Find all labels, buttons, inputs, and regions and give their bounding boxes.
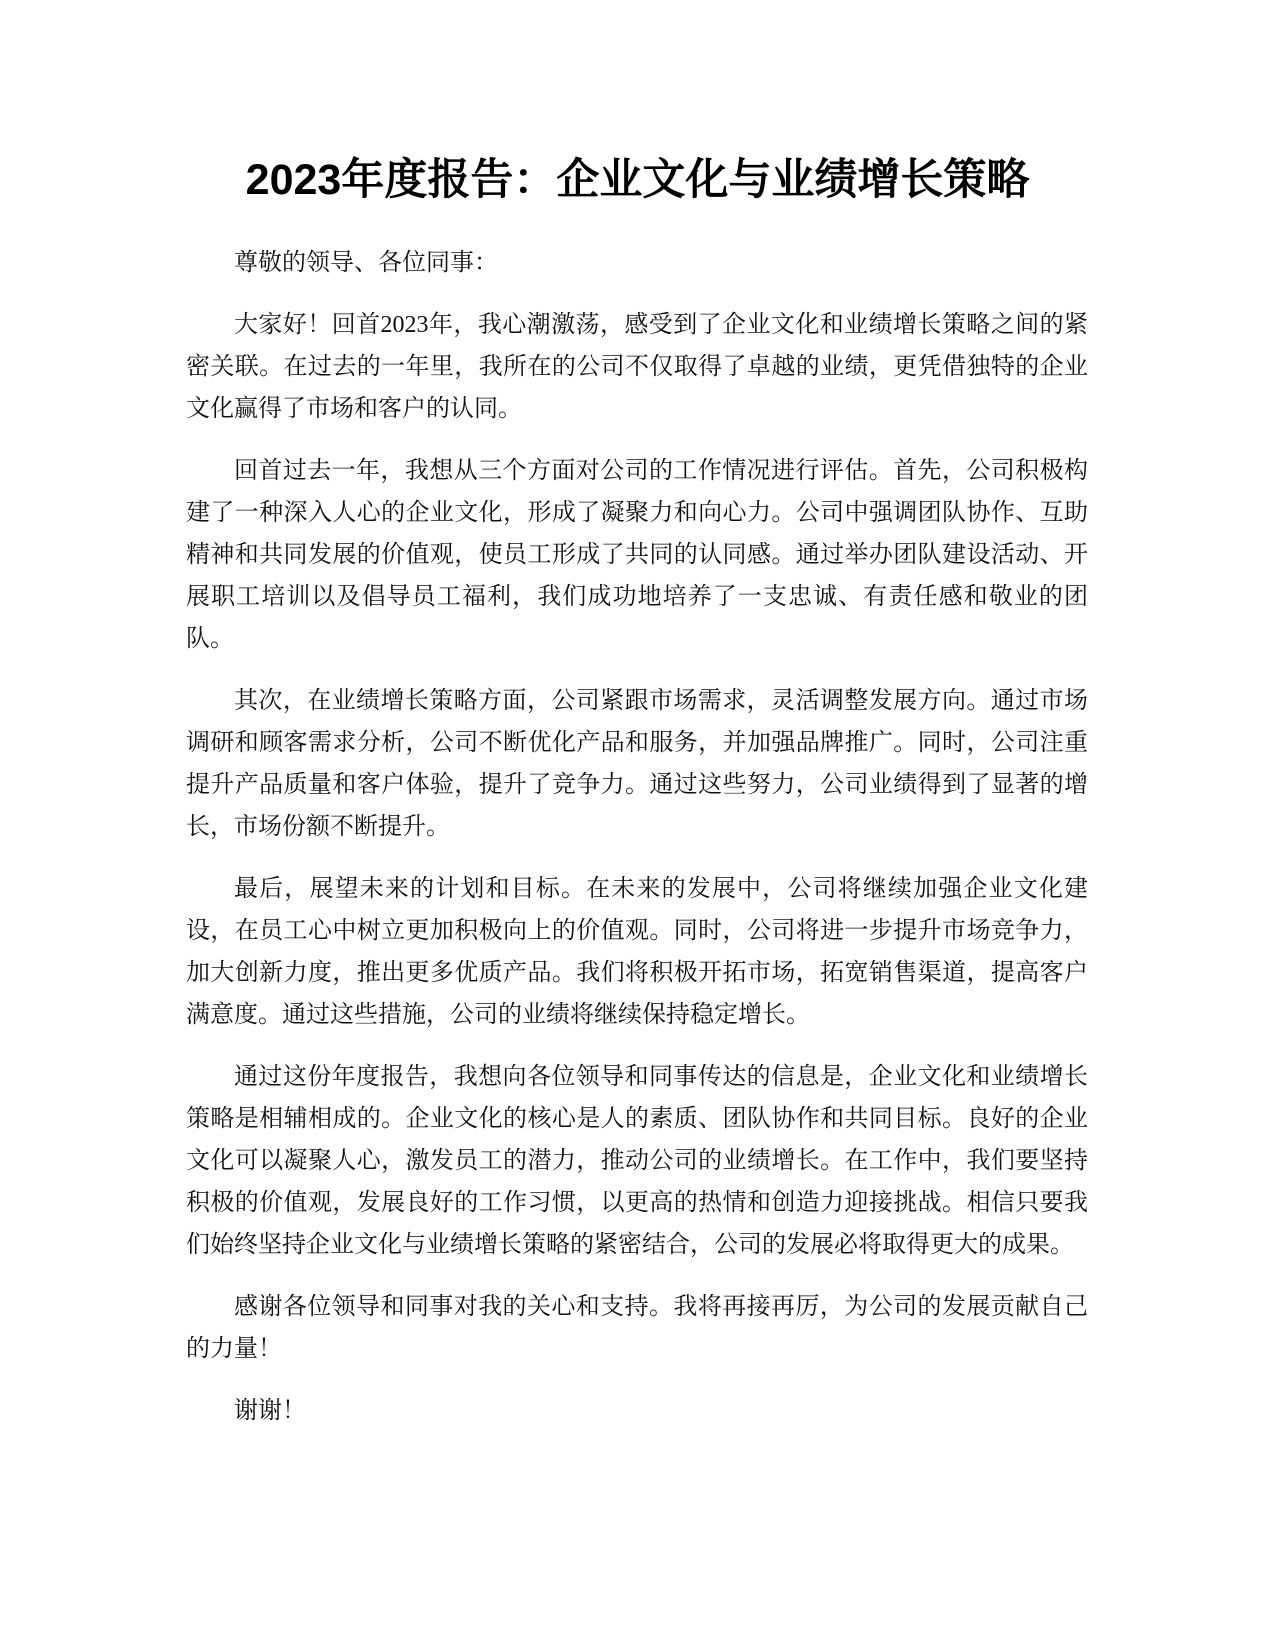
- paragraph-thanks: 感谢各位领导和同事对我的关心和支持。我将再接再厉，为公司的发展贡献自己的力量！: [186, 1294, 1088, 1362]
- salutation: 尊敬的领导、各位同事：: [234, 250, 498, 276]
- paragraph-growth-strategy: 其次，在业绩增长策略方面，公司紧跟市场需求，灵活调整发展方向。通过市场调研和顾客需求分析，公司不断优化产品和服务，并加强品牌推广。同时，公司注重提升产品质量和客户体验，提升了竞争力。通过这些努力，公司业绩得到了显著的增长，市场份额不断提升。: [186, 688, 1088, 840]
- paragraph-culture-review: 回首过去一年，我想从三个方面对公司的工作情况进行评估。首先，公司积极构建了一种深入人心的企业文化，形成了凝聚力和向心力。公司中强调团队协作、互助精神和共同发展的价值观，使员工形成了共同的认同感。通过举办团队建设活动、开展职工培训以及倡导员工福利，我们成功地培养了一支忠诚、有责任感和敬业的团队。: [186, 458, 1088, 652]
- document-title: 2023年度报告：企业文化与业绩增长策略: [245, 156, 1030, 204]
- document-body: [186, 242, 1088, 1452]
- paragraph-summary: 通过这份年度报告，我想向各位领导和同事传达的信息是，企业文化和业绩增长策略是相辅相成的。企业文化的核心是人的素质、团队协作和共同目标。良好的企业文化可以凝聚人心，激发员工的潜力，推动公司的业绩增长。在工作中，我们要坚持积极的价值观，发展良好的工作习惯，以更高的热情和创造力迎接挑战。相信只要我们始终坚持企业文化与业绩增长策略的紧密结合，公司的发展必将取得更大的成果。: [186, 1064, 1088, 1258]
- closing: 谢谢！: [234, 1398, 306, 1424]
- paragraph-future-plans: 最后，展望未来的计划和目标。在未来的发展中，公司将继续加强企业文化建设，在员工心中树立更加积极向上的价值观。同时，公司将进一步提升市场竞争力，加大创新力度，推出更多优质产品。我们将积极开拓市场，拓宽销售渠道，提高客户满意度。通过这些措施，公司的业绩将继续保持稳定增长。: [186, 876, 1088, 1028]
- paragraph-greeting: 大家好！回首2023年，我心潮激荡，感受到了企业文化和业绩增长策略之间的紧密关联。在过去的一年里，我所在的公司不仅取得了卓越的业绩，更凭借独特的企业文化赢得了市场和客户的认同。: [186, 312, 1088, 422]
